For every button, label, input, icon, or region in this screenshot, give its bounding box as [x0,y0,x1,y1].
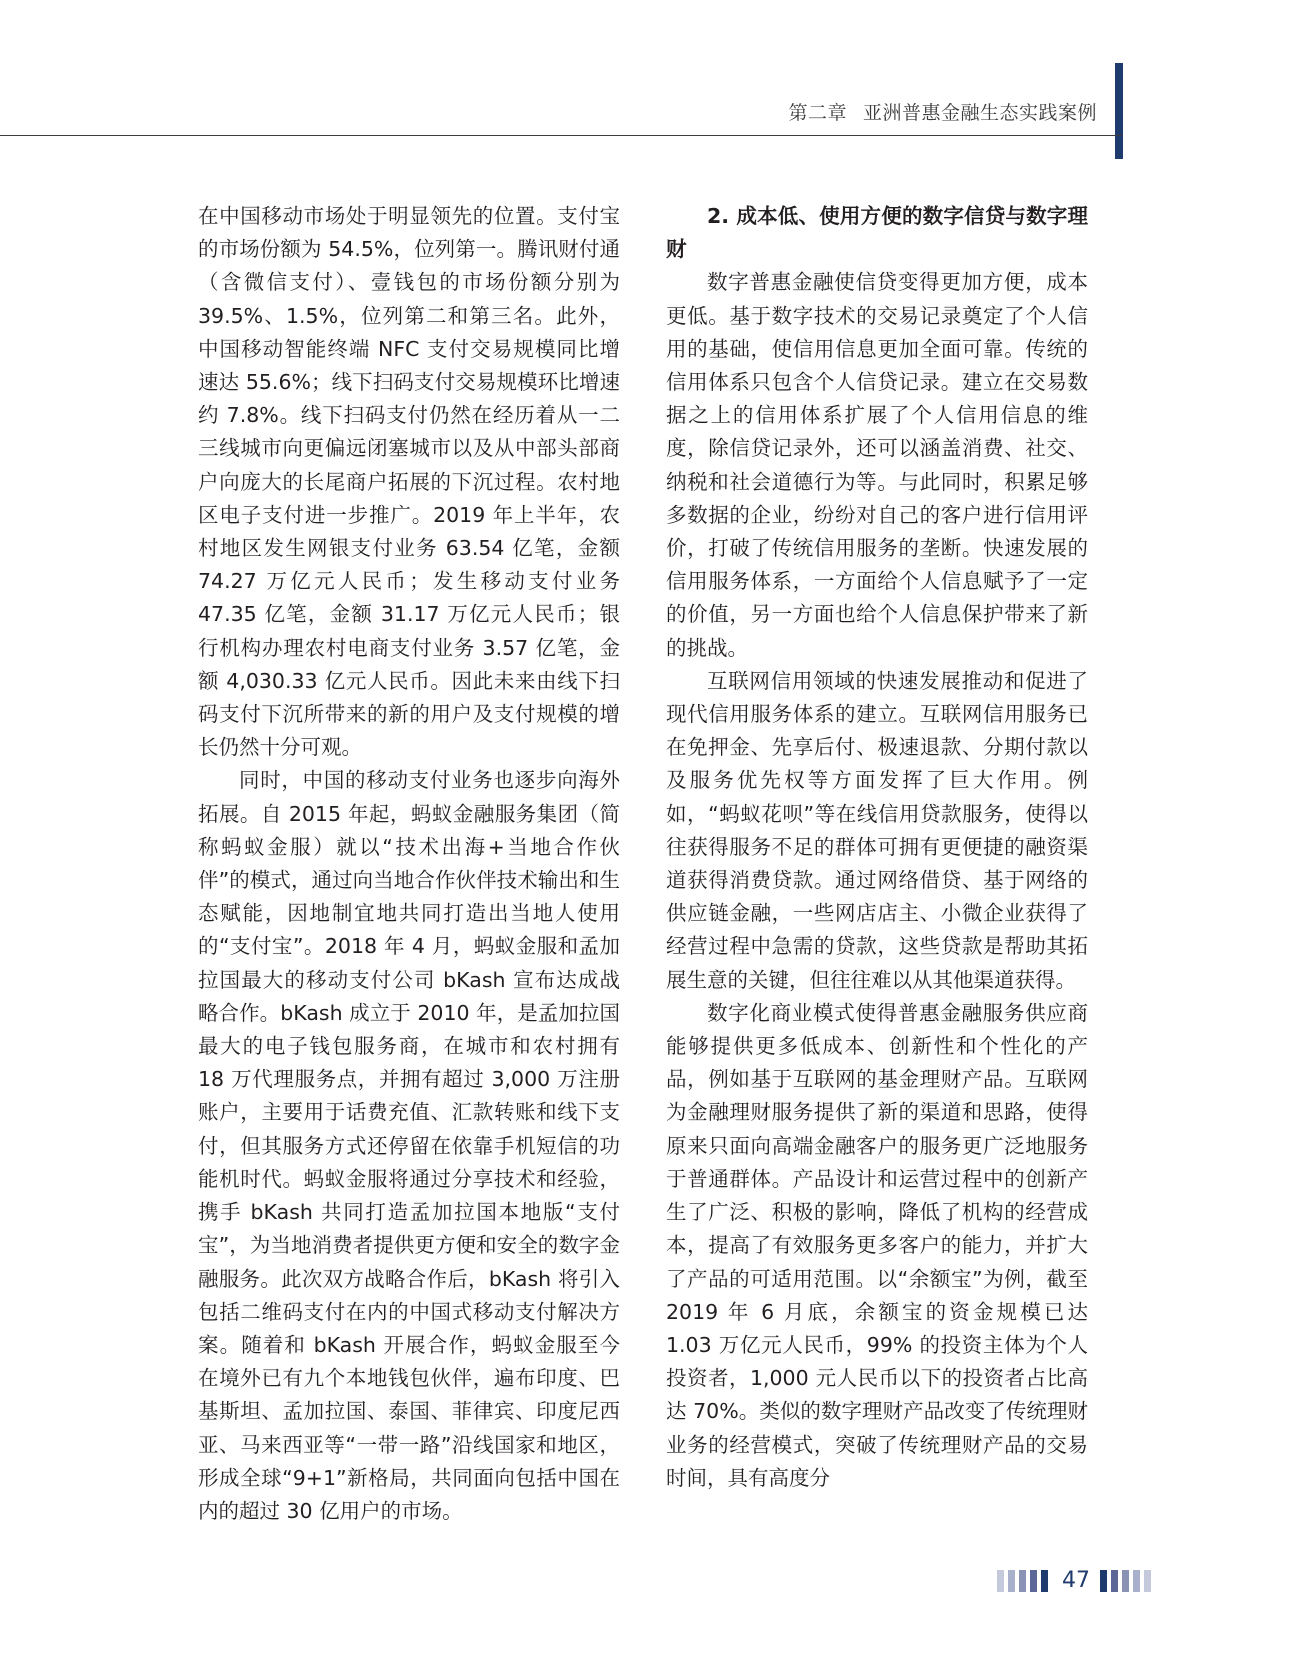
chapter-label: 第二章 [788,102,847,124]
footer-bar [1030,1570,1037,1592]
footer-bar [1019,1570,1026,1592]
right-column [666,200,1088,1495]
body-paragraph: 数字普惠金融使信贷变得更加方便，成本更低。基于数字技术的交易记录奠定了个人信用的基础，使信用信息更加全面可靠。传统的信用体系只包含个人信贷记录。建立在交易数据之上的信用体系扩展了个人信用信息的维度，除信贷记录外，还可以涵盖消费、社交、纳税和社会道德行为等。与此同时，积累足够多数据的企业，纷纷对自己的客户进行信用评价，打破了传统信用服务的垄断。快速发展的信用服务体系，一方面给个人信息赋予了一定的价值，另一方面也给个人信息保护带来了新的挑战。 [666,270,1088,660]
body-paragraph: 在中国移动市场处于明显领先的位置。支付宝的市场份额为 54.5%，位列第一。腾讯财付通（含微信支付）、壹钱包的市场份额分别为 39.5%、1.5%，位列第二和第三名。此外，中国移动智能终端 NFC 支付交易规模同比增速达 55.6%；线下扫码支付交易规模环比增速约 7.8%。线下扫码支付仍然在经历着从一二三线城市向更偏远闭塞城市以及从中部头部商户向庞大的长尾商户拓展的下沉过程。农村地区电子支付进一步推广。2019 年上半年，农村地区发生网银支付业务 63.54 亿笔，金额 74.27 万亿元人民币；发生移动支付业务 47.35 亿笔，金额 31.17 万亿元人民币；银行机构办理农村电商支付业务 3.57 亿笔，金额 4,030.33 亿元人民币。因此未来由线下扫码支付下沉所带来的新的用户及支付规模的增长仍然十分可观。 [198,204,620,760]
body-paragraph: 数字化商业模式使得普惠金融服务供应商能够提供更多低成本、创新性和个性化的产品，例如基于互联网的基金理财产品。互联网为金融理财服务提供了新的渠道和思路，使得原来只面向高端金融客户的服务更广泛地服务于普通群体。产品设计和运营过程中的创新产生了广泛、积极的影响，降低了机构的经营成本，提高了有效服务更多客户的能力，并扩大了产品的可适用范围。以“余额宝”为例，截至 2019 年 6 月底，余额宝的资金规模已达 1.03 万亿元人民币，99% 的投资主体为个人投资者，1,000 元人民币以下的投资者占比高达 70%。类似的数字理财产品改变了传统理财业务的经营模式，突破了传统理财产品的交易时间，具有高度分 [666,1000,1088,1490]
footer-bar [1144,1570,1151,1592]
chapter-title: 亚洲普惠金融生态实践案例 [862,102,1097,124]
body-paragraph: 同时，中国的移动支付业务也逐步向海外拓展。自 2015 年起，蚂蚁金融服务集团（简称蚂蚁金服）就以“技术出海+当地合作伙伴”的模式，通过向当地合作伙伴技术输出和生态赋能，因地制宜地共同打造出当地人使用的“支付宝”。2018 年 4 月，蚂蚁金服和孟加拉国最大的移动支付公司 bKash 宣布达成战略合作。bKash 成立于 2010 年，是孟加拉国最大的电子钱包服务商，在城市和农村拥有 18 万代理服务点，并拥有超过 3,000 万注册账户，主要用于话费充值、汇款转账和线下支付，但其服务方式还停留在依靠手机短信的功能机时代。蚂蚁金服将通过分享技术和经验，携手 bKash 共同打造孟加拉国本地版“支付宝”，为当地消费者提供更方便和安全的数字金融服务。此次双方战略合作后，bKash 将引入包括二维码支付在内的中国式移动支付解决方案。随着和 bKash 开展合作，蚂蚁金服至今在境外已有九个本地钱包伙伴，遍布印度、巴基斯坦、孟加拉国、泰国、菲律宾、印度尼西亚、马来西亚等“一带一路”沿线国家和地区，形成全球“9+1”新格局，共同面向包括中国在内的超过 30 亿用户的市场。 [198,768,620,1523]
footer-bar [1100,1570,1107,1592]
page-footer [997,1568,1151,1594]
footer-bars-left [997,1570,1048,1592]
footer-bar [1133,1570,1140,1592]
header-accent-bar [1115,63,1123,159]
footer-bars-right [1100,1570,1151,1592]
left-column [198,200,620,1528]
footer-bar [1111,1570,1118,1592]
footer-bar [1008,1570,1015,1592]
running-header [788,98,1097,125]
header-rule [0,135,1122,136]
footer-bar [1122,1570,1129,1592]
footer-bar [1041,1570,1048,1592]
section-heading: 2. 成本低、使用方便的数字信贷与数字理财 [666,204,1088,262]
body-paragraph: 互联网信用领域的快速发展推动和促进了现代信用服务体系的建立。互联网信用服务已在免押金、先享后付、极速退款、分期付款以及服务优先权等方面发挥了巨大作用。例如，“蚂蚁花呗”等在线信用贷款服务，使得以往获得服务不足的群体可拥有更便捷的融资渠道获得消费贷款。通过网络借贷、基于网络的供应链金融，一些网店店主、小微企业获得了经营过程中急需的贷款，这些贷款是帮助其拓展生意的关键，但往往难以从其他渠道获得。 [666,668,1088,992]
page-number: 47 [1062,1568,1090,1593]
footer-bar [997,1570,1004,1592]
